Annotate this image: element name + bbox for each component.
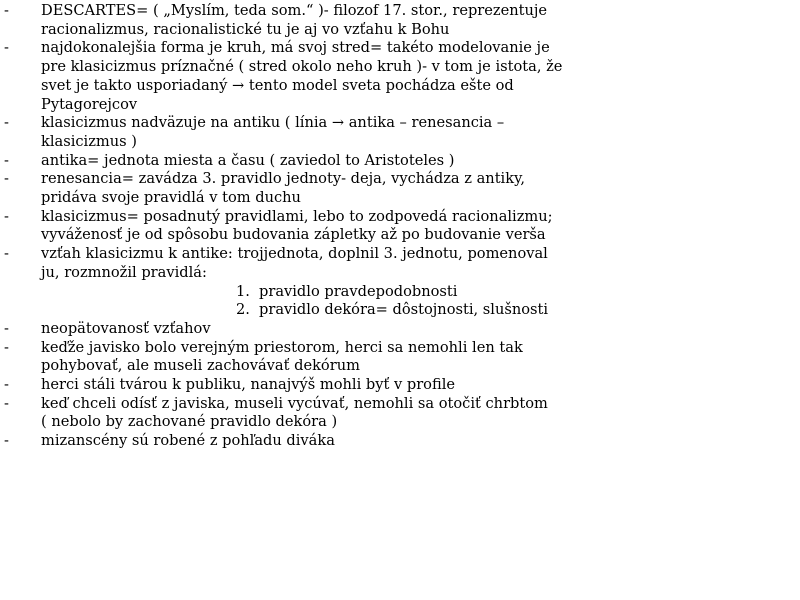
text-line: vyváženosť je od spôsobu budovania zápletky až po budovanie verša (41, 226, 546, 244)
list-item-text (41, 376, 620, 395)
text-line: mizanscény sú robené z pohľadu diváka (41, 432, 335, 450)
bullet-dash: - (4, 245, 9, 263)
list-item (0, 152, 620, 171)
list-item-text (41, 39, 620, 114)
numbered-item (0, 301, 620, 320)
list-item-text (41, 170, 620, 207)
text-line: pridáva svoje pravidlá v tom duchu (41, 189, 301, 207)
bullet-dash: - (4, 376, 9, 394)
list-item (0, 395, 620, 432)
text-line: racionalizmus, racionalistické tu je aj vo vzťahu k Bohu (41, 20, 450, 38)
text-line: renesancia= zavádza 3. pravidlo jednoty- deja, vychádza z antiky, (41, 170, 526, 188)
list-item (0, 39, 620, 114)
numbered-item (0, 283, 620, 302)
text-line: DESCARTES= ( „Myslím, teda som.“ )- filozof 17. stor., reprezentuje (41, 2, 548, 19)
item-text: pravidlo pravdepodobnosti (259, 282, 458, 300)
list-item-text (41, 2, 620, 39)
text-line: svet je takto usporiadaný → tento model sveta pochádza ešte od (41, 76, 514, 94)
text-line: Pytagorejcov (41, 95, 138, 113)
bullet-dash: - (4, 114, 9, 132)
list-item (0, 170, 620, 207)
list-item (0, 320, 620, 339)
bullet-dash: - (4, 39, 9, 57)
list-item (0, 376, 620, 395)
item-number: 1. (236, 282, 250, 300)
list-item (0, 2, 620, 39)
bullet-dash: - (4, 394, 9, 412)
text-line: keď chceli odísť z javiska, museli vycúvať, nemohli sa otočiť chrbtom (41, 394, 548, 412)
bullet-dash: - (4, 207, 9, 225)
list-item-text (41, 395, 620, 432)
bullet-dash: - (4, 319, 9, 337)
list-item-text (41, 339, 620, 376)
list-item (0, 114, 620, 151)
list-item-text (41, 114, 620, 151)
list-item-text (41, 245, 620, 282)
text-line: antika= jednota miesta a času ( zaviedol to Aristoteles ) (41, 151, 455, 169)
text-line: najdokonalejšia forma je kruh, má svoj stred= takéto modelovanie je (41, 39, 550, 57)
bullet-dash: - (4, 151, 9, 169)
text-line: ju, rozmnožil pravidlá: (41, 263, 207, 281)
text-line: keďže javisko bolo verejným priestorom, herci sa nemohli len tak (41, 338, 523, 356)
list-item-text (41, 320, 620, 339)
text-line: klasicizmus ) (41, 132, 137, 150)
bullet-dash: - (4, 432, 9, 450)
bullet-dash: - (4, 170, 9, 188)
sublist-container (0, 283, 620, 320)
text-line: herci stáli tvárou k publiku, nanajvýš mohli byť v profile (41, 376, 456, 394)
list-item (0, 208, 620, 245)
numbered-sublist (0, 283, 620, 320)
list-item (0, 339, 620, 376)
text-line: pohybovať, ale museli zachovávať dekórum (41, 357, 360, 375)
bullet-list (0, 2, 620, 451)
list-item-text (41, 152, 620, 171)
text-line: klasicizmus= posadnutý pravidlami, lebo to zodpovedá racionalizmu; (41, 207, 553, 225)
text-line: ( nebolo by zachované pravidlo dekóra ) (41, 413, 338, 431)
item-text: pravidlo dekóra= dôstojnosti, slušnosti (259, 301, 549, 319)
text-line: vzťah klasicizmu k antike: trojjednota, doplnil 3. jednotu, pomenoval (41, 245, 548, 263)
list-item-text (41, 432, 620, 451)
list-item (0, 245, 620, 282)
item-number: 2. (236, 301, 250, 319)
text-line: klasicizmus nadväzuje na antiku ( línia → antika – renesancia – (41, 114, 505, 132)
text-line: pre klasicizmus príznačné ( stred okolo neho kruh )- v tom je istota, že (41, 58, 563, 76)
bullet-dash: - (4, 2, 9, 19)
bullet-dash: - (4, 338, 9, 356)
list-item-text (41, 208, 620, 245)
list-item (0, 432, 620, 451)
text-line: neopätovanosť vzťahov (41, 319, 211, 337)
